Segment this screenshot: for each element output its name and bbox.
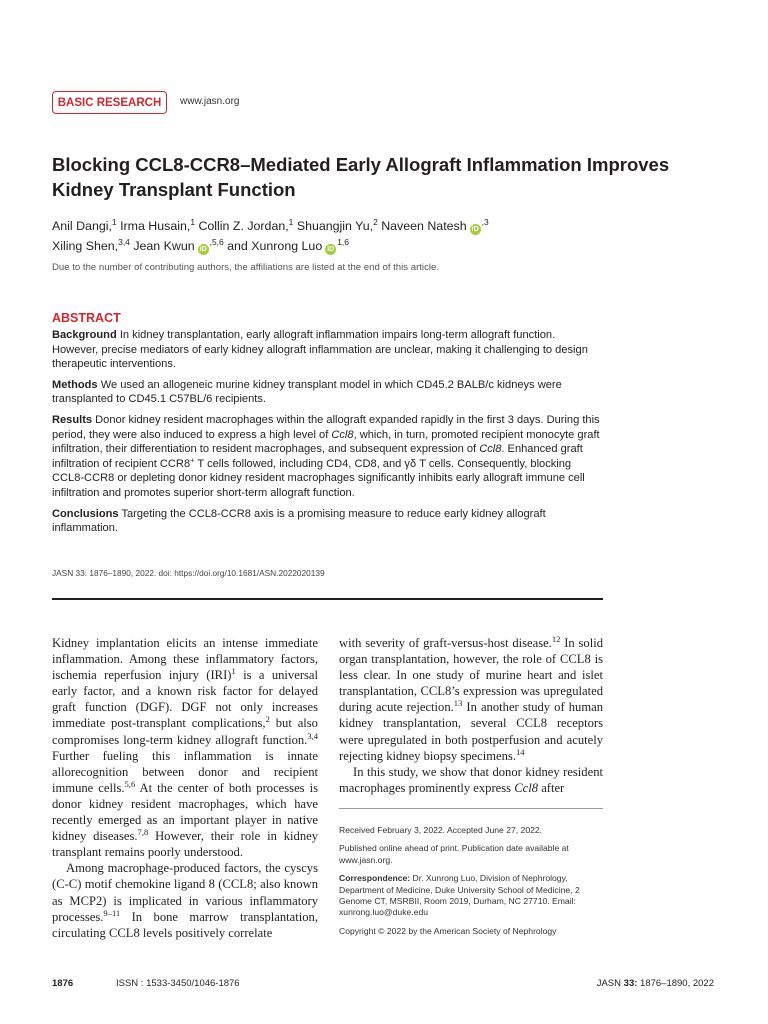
issn: ISSN : 1533-3450/1046-1876 <box>116 978 240 989</box>
author-affiliation-ref: 1 <box>111 216 117 227</box>
reference-superscript[interactable]: 7,8 <box>137 826 149 837</box>
reference-superscript[interactable]: 2 <box>265 714 270 725</box>
author-affiliation-ref: ,3 <box>481 216 489 227</box>
author-name: Naveen Natesh <box>381 219 467 233</box>
author-affiliation-ref: 1 <box>288 216 294 227</box>
reference-superscript[interactable]: 9–11 <box>103 907 121 918</box>
author-affiliation-ref: 1 <box>190 216 195 227</box>
reference-superscript[interactable]: 13 <box>453 698 463 709</box>
abstract <box>52 328 602 542</box>
author-affiliation-ref: 1,6 <box>337 236 349 247</box>
abstract-conclusions: Conclusions Targeting the CCL8-CCR8 axis is a promising measure to reduce early kidney allograft inflammation. <box>52 507 546 535</box>
abstract-heading: ABSTRACT <box>52 311 121 325</box>
journal-website[interactable]: www.jasn.org <box>180 96 240 107</box>
methods-label: Methods <box>52 378 98 391</box>
abstract-methods: Methods We used an allogeneic murine kidney transplant model in which CD45.2 BALB/c kidneys were transplanted to CD45.1 C57BL/6 recipients. <box>52 378 562 406</box>
article-title: Blocking CCL8-CCR8–Mediated Early Allograft Inflammation Improves Kidney Transplant Function <box>52 154 670 200</box>
body-column-left <box>52 635 318 941</box>
orcid-icon[interactable]: iD <box>327 246 335 253</box>
author-list <box>52 216 652 256</box>
notes-divider <box>339 808 603 809</box>
reference-superscript[interactable]: 1 <box>231 666 236 676</box>
page-number: 1876 <box>52 978 74 989</box>
author-name: and Xunrong Luo <box>227 239 323 253</box>
article-notes <box>339 825 603 944</box>
divider <box>52 598 603 600</box>
copyright: Copyright © 2022 by the American Society of Nephrology <box>339 925 557 936</box>
abstract-results: Results Donor kidney resident macrophages within the allograft expanded rapidly in the first 3 days. During this period, they were also induced to express a high level of Ccl8, which, in turn, promoted recipient monocyte graft infiltration, their differentiation to resident macrophages, and subsequent expression of Ccl8. Enhanced graft infiltration of recipient CCR8+ T cells followed, including CD4, CD8, and γδ T cells. Consequently, blocking CCL8-CCR8 or depleting donor kidney resident macrophages significantly inhibits early allograft immune cell infiltration and promotes superior short-term allograft function. <box>52 413 600 499</box>
orcid-icon[interactable]: iD <box>471 226 479 233</box>
reference-superscript[interactable]: 14 <box>515 746 525 757</box>
author-name: Irma Husain, <box>120 219 191 233</box>
body-column-right <box>339 635 603 796</box>
author-affiliation-ref: 2 <box>373 216 378 227</box>
author-affiliation-ref: ,5,6 <box>209 236 224 247</box>
author-name: Anil Dangi, <box>52 219 112 233</box>
body-paragraph: Among macrophage-produced factors, the cyscys (C-C) motif chemokine ligand 8 (CCL8; also known as MCP2) is implicated in various inflammatory processes.$^{9-11}$ In bone marrow transplantation, circulating CCL8 levels positively correlate <box>52 861 318 940</box>
author-name: Xiling Shen, <box>52 239 119 253</box>
reference-superscript[interactable]: 5,6 <box>124 778 136 789</box>
conclusions-label: Conclusions <box>52 507 119 520</box>
orcid-icon[interactable]: iD <box>199 246 207 253</box>
section-badge: BASIC RESEARCH <box>52 91 167 114</box>
body-paragraph: Kidney implantation elicits an intense immediate inflammation. Among these inflammatory factors, ischemia reperfusion injury (IRI)$^1$ is a universal early factor, and a known risk factor for delayed graft function (DGF). DGF not only increases immediate post-transplant complications,$^2$ but also compromises long-term kidney allograft function.$^{3,4}$ Further fueling this inflammation is innate allorecognition between donor and recipient immune cells.$^{5,6}$ At the center of both processes is donor kidney resident macrophages, which have recently emerged as an important player in native kidney diseases.$^{7,8}$ However, their role in kidney transplant remains poorly understood. <box>52 636 318 860</box>
affiliation-note: Due to the number of contributing authors, the affiliations are listed at the end of this article. <box>52 262 439 273</box>
received-dates: Received February 3, 2022. Accepted June 27, 2022. <box>339 825 543 835</box>
correspondence: Correspondence: Dr. Xunrong Luo, Division of Nephrology, Department of Medicine, Duke University School of Medicine, 2 Genome CT, MSRBII, Room 2019, Durham, NC 27710. Email: xunrong.luo@duke.edu <box>339 873 580 918</box>
author-name: Collin Z. Jordan, <box>198 219 289 233</box>
reference-superscript[interactable]: 12 <box>551 633 561 644</box>
body-paragraph: with severity of graft-versus-host disease.$^{12}$ In solid organ transplantation, however, the role of CCL8 is less clear. In one study of murine heart and islet transplantation, CCL8’s expression was upregulated during acute rejection.$^{13}$ In another study of human kidney transplantation, several CCL8 receptors were upregulated in both postperfusion and acutely rejecting kidney biopsy specimens.$^{14}$ <box>339 633 603 763</box>
body-paragraph: In this study, we show that donor kidney resident macrophages prominently express Ccl8 after <box>339 764 603 795</box>
reference-superscript[interactable]: 3,4 <box>307 730 318 741</box>
abstract-background: Background In kidney transplantation, early allograft inflammation impairs long-term allograft function. However, precise mediators of early kidney allograft inflammation are unclear, making it challenging to design therapeutic interventions. <box>52 329 588 371</box>
results-label: Results <box>52 413 93 426</box>
background-label: Background <box>52 329 117 341</box>
journal-footer: JASN 33: 1876–1890, 2022 <box>596 978 714 989</box>
author-name: Shuangjin Yu, <box>296 219 374 233</box>
citation-doi[interactable]: JASN 33: 1876–1890, 2022. doi: https://doi.org/10.1681/ASN.2022020139 <box>52 568 325 578</box>
author-affiliation-ref: 3,4 <box>118 236 130 247</box>
author-name: Jean Kwun <box>133 239 195 253</box>
publication-note: Published online ahead of print. Publication date available at www.jasn.org. <box>339 843 569 865</box>
